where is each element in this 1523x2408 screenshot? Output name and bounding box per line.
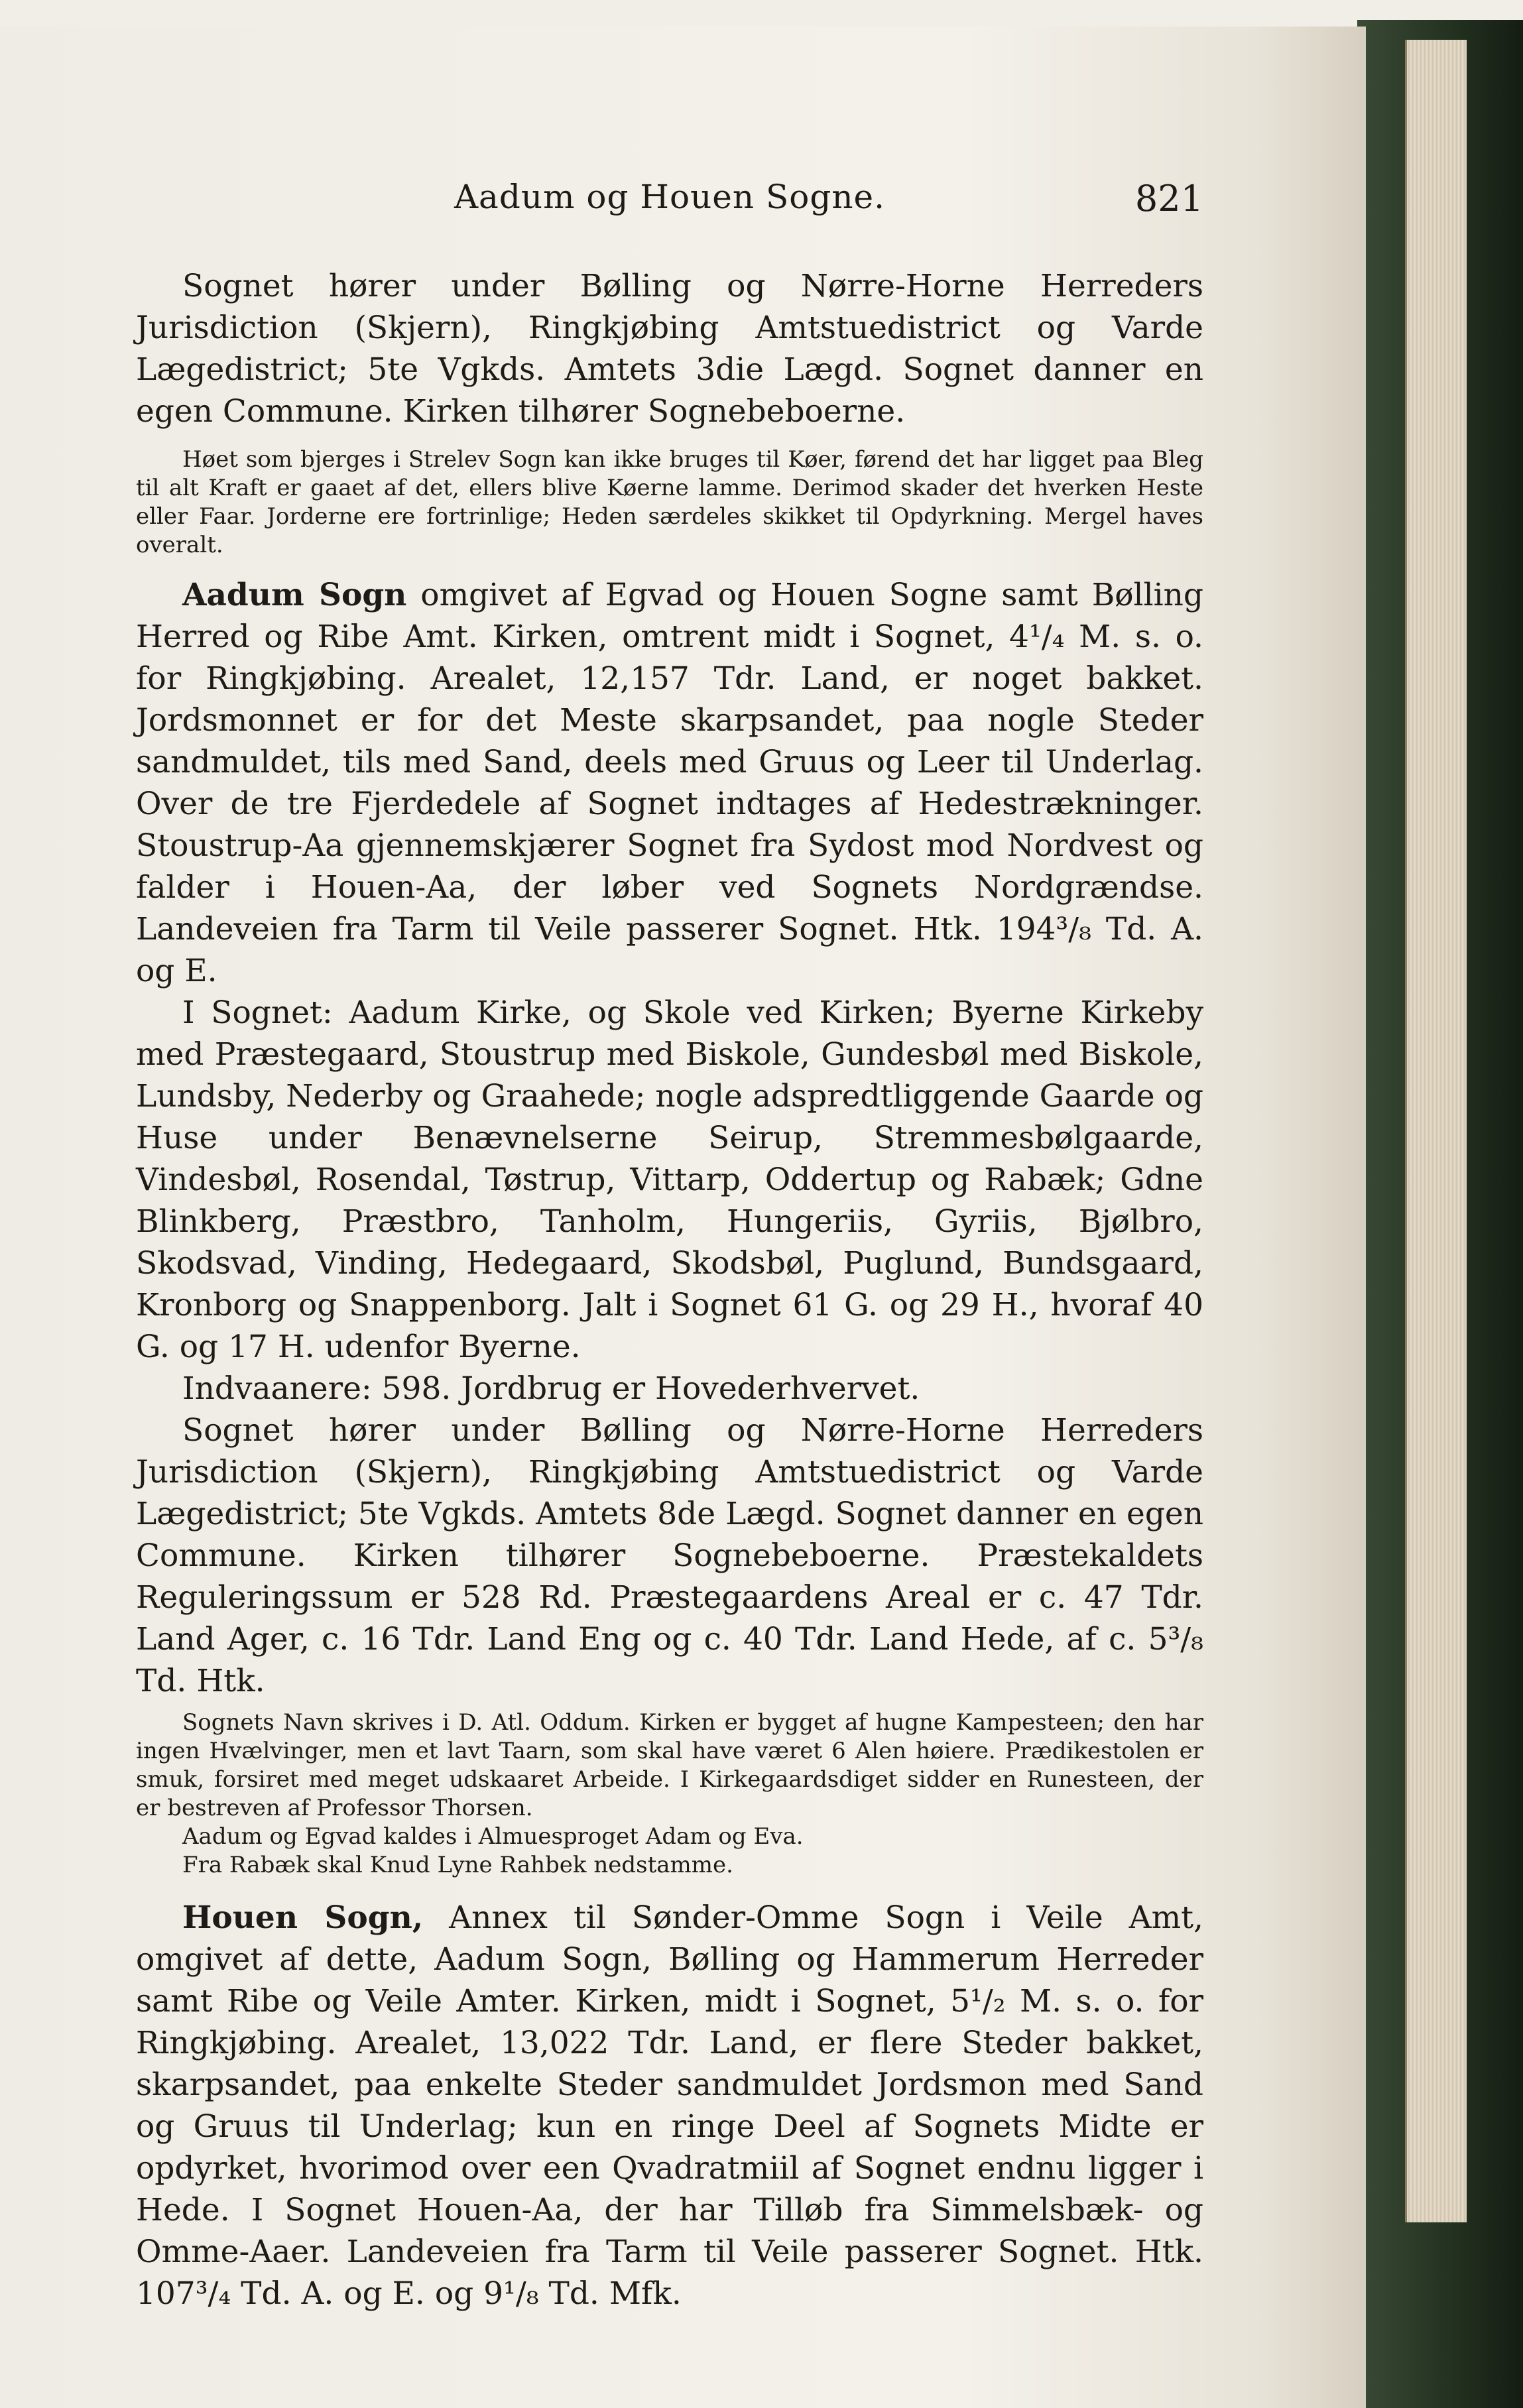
page-text xyxy=(136,265,1203,2315)
page-edges xyxy=(1405,40,1467,2222)
paragraph-jurisdiction-2: Sognet hører under Bølling og Nørre-Horne Herreders Jurisdiction (Skjern), Ringkjøbing Amtstuedistrict og Varde Lægedistrict; 5te Vgkds. Amtets 8de Lægd. Sognet danner en egen Commune. Kirken tilhører Sognebeboerne. Præstekaldets Reguleringssum er 528 Rd. Præstegaardens Areal er c. 47 Tdr. Land Ager, c. 16 Tdr. Land Eng og c. 40 Tdr. Land Hede, af c. 5³/₈ Td. Htk. xyxy=(136,1412,1203,1699)
villages-lead: I Sognet: xyxy=(182,994,349,1031)
villages-list: Aadum Kirke, og Skole ved Kirken; Byerne Kirkeby med Præstegaard, Stoustrup med Biskole, Gundesbøl med Biskole, Lundsby, Nederby og Graahede; nogle adspredtliggende Gaarde og Huse under Benævnelserne Seirup, Stremmesbølgaarde, Vindesbøl, Rosendal, Tøstrup, Vittarp, Oddertup og Rabæk; Gdne Blinkberg, Præstbro, Tanholm, Hungeriis, Gyriis, Bjølbro, Skodsvad, Vinding, Hedegaard, Skodsbøl, Puglund, Bundsgaard, Kronborg og Snappenborg. Jalt i Sognet 61 G. og 29 H., hvoraf 40 G. og 17 H. udenfor Byerne. xyxy=(136,994,1203,1365)
paragraph-aadum xyxy=(136,574,1203,992)
note-rahbek: Fra Rabæk skal Knud Lyne Rahbek nedstamme. xyxy=(182,1852,733,1878)
page-header xyxy=(136,178,1203,231)
heading-aadum-sogn: Aadum Sogn xyxy=(182,577,407,613)
note-adam-eva: Aadum og Egvad kaldes i Almuesproget Adam og Eva. xyxy=(182,1823,804,1850)
paragraph-inhabitants: Indvaanere: 598. Jordbrug er Hovederhvervet. xyxy=(182,1370,920,1407)
page-number: 821 xyxy=(1134,178,1203,219)
note-church: Sognets Navn skrives i D. Atl. Oddum. Kirken er bygget af hugne Kampesteen; den har ingen Hvælvinger, men et lavt Taarn, som skal have været 6 Alen høiere. Prædikestolen er smuk, forsiret med meget udskaaret Arbeide. I Kirkegaardsdiget sidder en Runesteen, der er bestreven af Professor Thorsen. xyxy=(136,1709,1203,1821)
houen-description: Annex til Sønder-Omme Sogn i Veile Amt, omgivet af dette, Aadum Sogn, Bølling og Hammerum Herreder samt Ribe og Veile Amter. Kirken, midt i Sognet, 5¹/₂ M. s. o. for Ringkjøbing. Arealet, 13,022 Tdr. Land, er flere Steder bakket, skarpsandet, paa enkelte Steder sandmuldet Jordsmon med Sand og Gruus til Underlag; kun en ringe Deel af Sognets Midte er opdyrket, hvorimod over een Qvadratmiil af Sognet endnu ligger i Hede. I Sognet Houen-Aa, der har Tilløb fra Simmelsbæk- og Omme-Aaer. Landeveien fra Tarm til Veile passerer Sognet. Htk. 107³/₄ Td. A. og E. og 9¹/₈ Td. Mfk. xyxy=(136,1899,1203,2312)
aadum-description: omgivet af Egvad og Houen Sogne samt Bølling Herred og Ribe Amt. Kirken, omtrent midt i Sognet, 4¹/₄ M. s. o. for Ringkjøbing. Arealet, 12,157 Tdr. Land, er noget bakket. Jordsmonnet er for det Meste skarpsandet, paa nogle Steder sandmuldet, tils med Sand, deels med Gruus og Leer til Underlag. Over de tre Fjerdedele af Sognet indtages af Hedestrækninger. Stoustrup-Aa gjennemskjærer Sognet fra Sydost mod Nordvest og falder i Houen-Aa, der løber ved Sognets Nordgrændse. Landeveien fra Tarm til Veile passerer Sognet. Htk. 194³/₈ Td. A. og E. xyxy=(136,577,1204,989)
running-title: Aadum og Houen Sogne. xyxy=(454,178,886,216)
heading-houen-sogn: Houen Sogn, xyxy=(182,1899,424,1936)
paragraph-villages xyxy=(136,992,1203,1368)
paragraph-jurisdiction-1: Sognet hører under Bølling og Nørre-Horne Herreders Jurisdiction (Skjern), Ringkjøbing Amtstuedistrict og Varde Lægedistrict; 5te Vgkds. Amtets 3die Lægd. Sognet danner en egen Commune. Kirken tilhører Sognebeboerne. xyxy=(136,268,1203,430)
background-strip xyxy=(1357,0,1523,20)
note-hay: Høet som bjerges i Strelev Sogn kan ikke bruges til Køer, førend det har ligget paa Bleg til alt Kraft er gaaet af det, ellers blive Køerne lamme. Derimod skader det hverken Heste eller Faar. Jorderne ere fortrinlige; Heden særdeles skikket til Opdyrkning. Mergel haves overalt. xyxy=(136,446,1203,558)
paragraph-houen xyxy=(136,1897,1203,2315)
